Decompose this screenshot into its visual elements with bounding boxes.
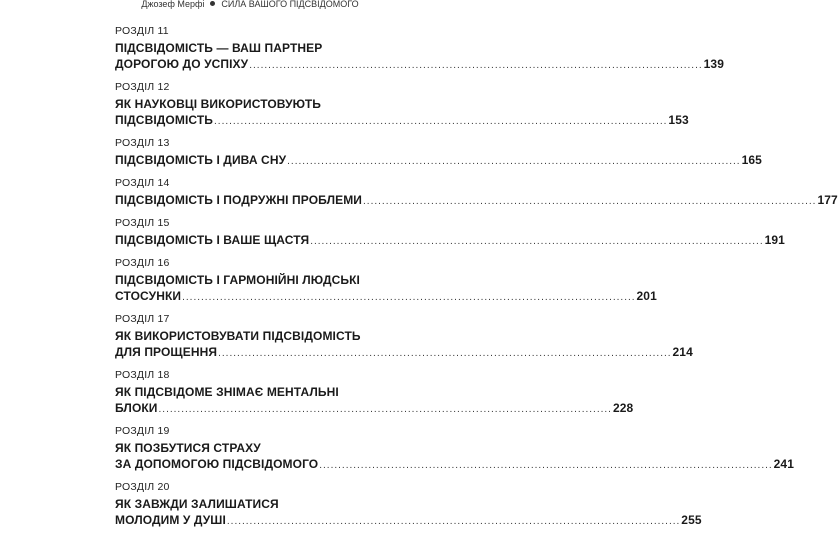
chapter-title-line: ЯК ВИКОРИСТОВУВАТИ ПІДСВІДОМІСТЬ: [115, 329, 361, 343]
toc-entry[interactable]: [115, 24, 724, 74]
chapter-title-text: БЛОКИ: [115, 401, 158, 415]
dot-leader: ........................................................................................................................: [214, 116, 668, 127]
chapter-title-text: ЗА ДОПОМОГОЮ ПІДСВІДОМОГО: [115, 457, 319, 471]
toc-entry[interactable]: [115, 176, 838, 210]
chapter-number-label: РОЗДІЛ 13: [115, 137, 170, 149]
toc-entry[interactable]: [115, 480, 702, 530]
toc-entry[interactable]: [115, 80, 689, 130]
chapter-title-line: [115, 400, 634, 418]
chapter-title-text: ПІДСВІДОМІСТЬ І ДИВА СНУ: [115, 153, 287, 167]
chapter-number-label: РОЗДІЛ 12: [115, 81, 170, 93]
toc-entry[interactable]: [115, 256, 657, 306]
chapter-number-label: РОЗДІЛ 14: [115, 177, 170, 189]
chapter-number-label: РОЗДІЛ 18: [115, 369, 170, 381]
chapter-title-line: ПІДСВІДОМІСТЬ — ВАШ ПАРТНЕР: [115, 41, 323, 55]
dot-leader: ........................................................................................................................: [249, 60, 703, 71]
dot-leader: ........................................................................................................................: [158, 404, 612, 415]
chapter-number-label: РОЗДІЛ 17: [115, 313, 170, 325]
chapter-title-text: СТОСУНКИ: [115, 289, 182, 303]
chapter-title-line: [115, 192, 838, 210]
chapter-title-line: [115, 456, 794, 474]
chapter-title-line: ЯК НАУКОВЦІ ВИКОРИСТОВУЮТЬ: [115, 97, 321, 111]
chapter-title-text: МОЛОДИМ У ДУШІ: [115, 513, 226, 527]
chapter-title-line: [115, 56, 724, 74]
dot-leader: ........................................................................................................................: [182, 292, 636, 303]
chapter-title-text: ДЛЯ ПРОЩЕННЯ: [115, 345, 218, 359]
toc-entry[interactable]: [115, 136, 762, 170]
chapter-title-line: [115, 232, 785, 250]
chapter-number-label: РОЗДІЛ 15: [115, 217, 170, 229]
toc-entry[interactable]: [115, 424, 794, 474]
page-number: 191: [764, 233, 785, 247]
chapter-title-text: ПІДСВІДОМІСТЬ І ПОДРУЖНІ ПРОБЛЕМИ: [115, 193, 363, 207]
dot-leader: ........................................................................................................................: [319, 460, 773, 471]
toc-entry[interactable]: [115, 368, 634, 418]
header-book-title: СИЛА ВАШОГО ПІДСВІДОМОГО: [221, 0, 359, 9]
chapter-title-line: ЯК ПІДСВІДОМЕ ЗНІМАЄ МЕНТАЛЬНІ: [115, 385, 339, 399]
chapter-number-label: РОЗДІЛ 20: [115, 481, 170, 493]
toc-entry[interactable]: [115, 216, 785, 250]
table-of-contents: [115, 24, 838, 536]
page-number: 177: [817, 193, 838, 207]
chapter-title-line: ЯК ПОЗБУТИСЯ СТРАХУ: [115, 441, 261, 455]
chapter-title-text: ДОРОГОЮ ДО УСПІХУ: [115, 57, 249, 71]
page-number: 165: [741, 153, 762, 167]
chapter-number-label: РОЗДІЛ 16: [115, 257, 170, 269]
page-number: 139: [703, 57, 724, 71]
running-header: [0, 0, 500, 12]
chapter-title-text: ПІДСВІДОМІСТЬ І ВАШЕ ЩАСТЯ: [115, 233, 310, 247]
chapter-number-label: РОЗДІЛ 19: [115, 425, 170, 437]
page-number: 241: [773, 457, 794, 471]
dot-leader: ........................................................................................................................: [310, 236, 764, 247]
page-number: 214: [672, 345, 693, 359]
page-number: 255: [681, 513, 702, 527]
chapter-title-text: ПІДСВІДОМІСТЬ: [115, 113, 214, 127]
chapter-number-label: РОЗДІЛ 11: [115, 25, 169, 37]
chapter-title-line: [115, 112, 689, 130]
chapter-title-line: ЯК ЗАВЖДИ ЗАЛИШАТИСЯ: [115, 497, 279, 511]
chapter-title-line: [115, 512, 702, 530]
dot-leader: ........................................................................................................................: [287, 156, 741, 167]
chapter-title-line: ПІДСВІДОМІСТЬ І ГАРМОНІЙНІ ЛЮДСЬКІ: [115, 273, 360, 287]
dot-leader: ........................................................................................................................: [363, 196, 817, 207]
dot-leader: ........................................................................................................................: [218, 348, 672, 359]
page-number: 153: [668, 113, 689, 127]
chapter-title-line: [115, 344, 693, 362]
bullet-separator-icon: [210, 1, 215, 6]
toc-entry[interactable]: [115, 312, 693, 362]
chapter-title-line: [115, 152, 762, 170]
header-author: Джозеф Мерфі: [141, 0, 205, 9]
chapter-title-line: [115, 288, 657, 306]
page-number: 201: [636, 289, 657, 303]
page-number: 228: [612, 401, 634, 415]
dot-leader: ........................................................................................................................: [226, 516, 681, 527]
